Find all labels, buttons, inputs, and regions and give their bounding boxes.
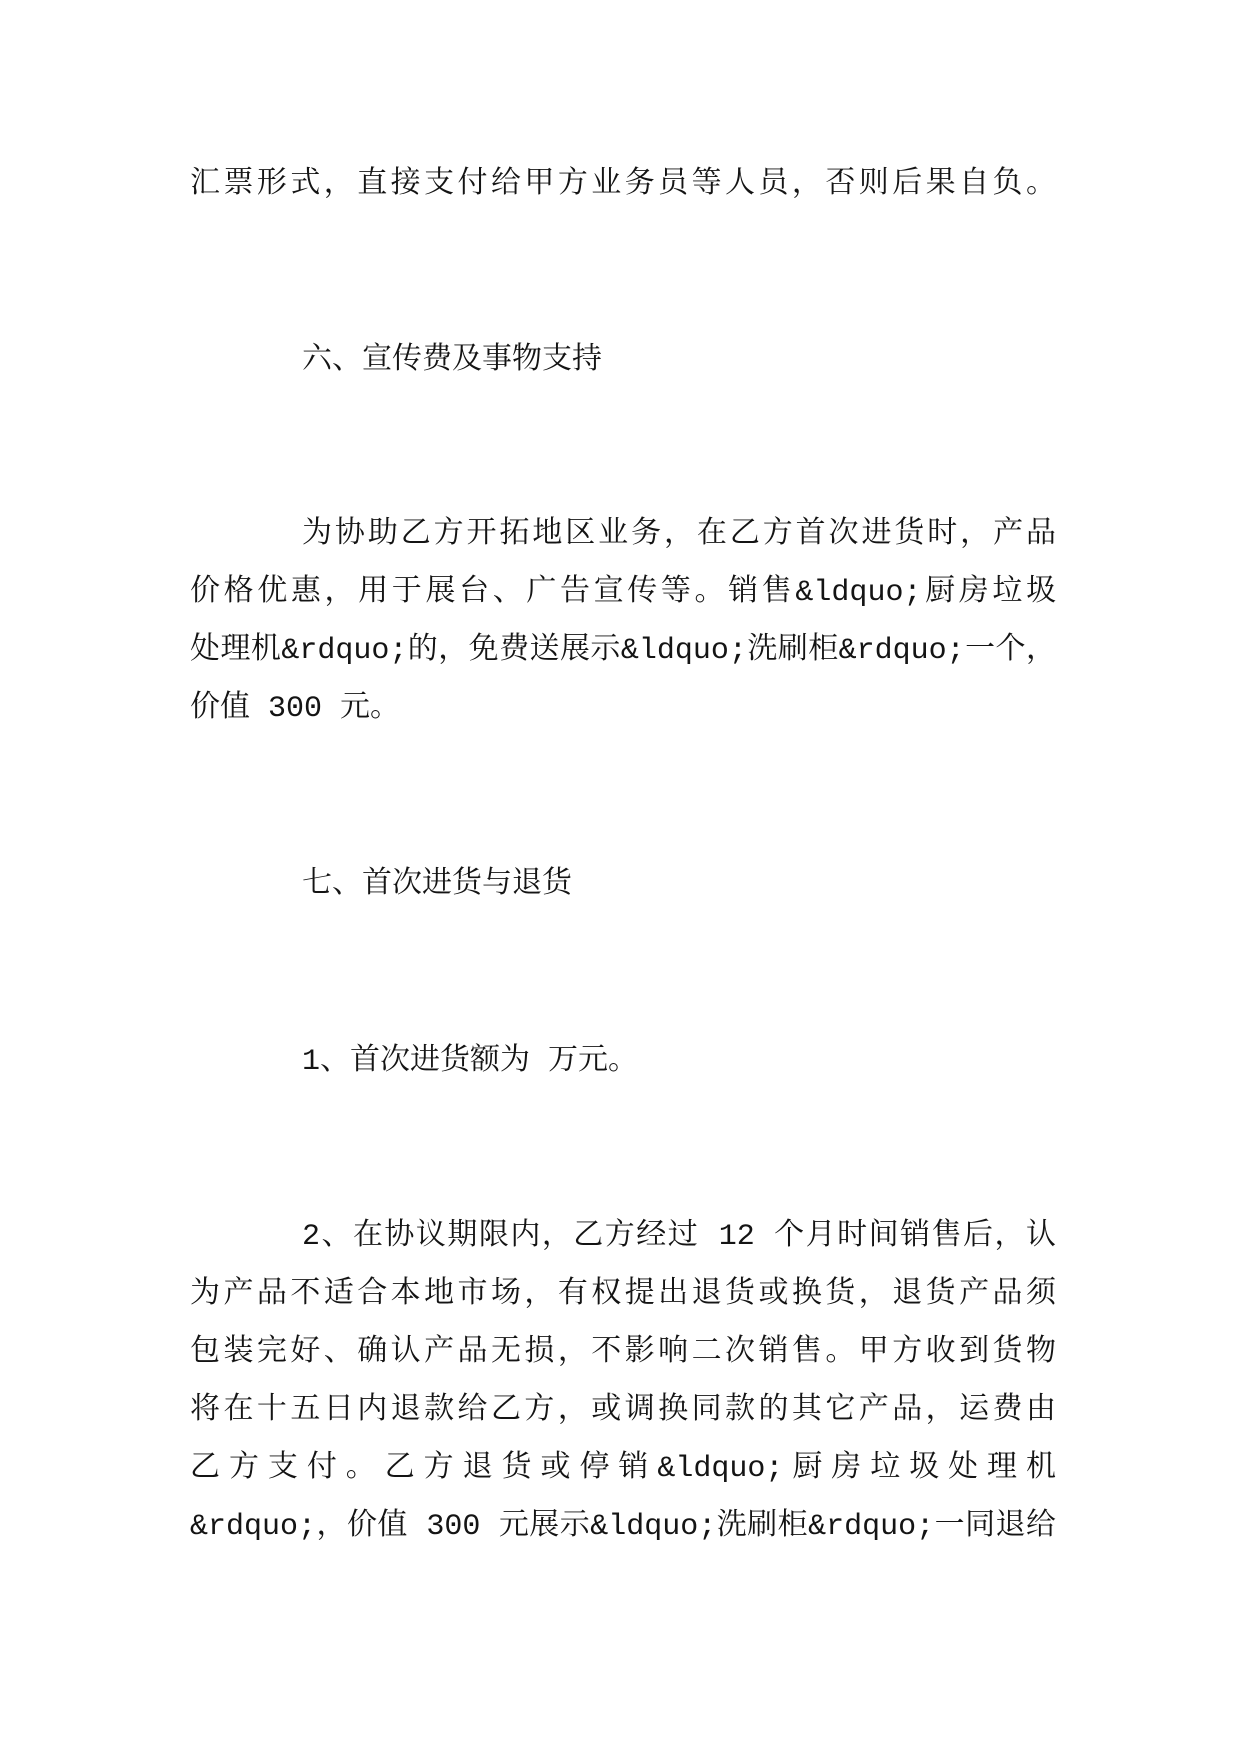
section-heading: 六、宣传费及事物支持: [302, 344, 602, 378]
paragraph-line: 价格优惠，用于展台、广告宣传等。销售&ldquo;厨房垃圾: [190, 576, 1056, 610]
paragraph-line: 为产品不适合本地市场，有权提出退货或换货，退货产品须: [190, 1278, 1056, 1312]
section-seven: [190, 856, 1056, 914]
section-seven-item-2: [190, 1208, 1056, 1556]
paragraph-line: 1、首次进货额为 万元。: [302, 1045, 639, 1079]
paragraph-line: 将在十五日内退款给乙方，或调换同款的其它产品，运费由: [190, 1394, 1056, 1428]
section-six: [190, 332, 1056, 390]
section-six-paragraph: [190, 506, 1056, 738]
section-heading: 七、首次进货与退货: [302, 868, 572, 902]
paragraph-line: 包装完好、确认产品无损，不影响二次销售。甲方收到货物: [190, 1336, 1056, 1370]
paragraph-line: 价值 300 元。: [190, 692, 401, 726]
paragraph-line: 处理机&rdquo;的，免费送展示&ldquo;洗刷柜&rdquo;一个，: [190, 634, 1056, 668]
section-seven-item-1: [190, 1033, 1056, 1091]
paragraph-line: 为协助乙方开拓地区业务，在乙方首次进货时，产品: [302, 518, 1056, 552]
paragraph-continuation: [190, 156, 1056, 214]
paragraph-line: &rdquo;，价值 300 元展示&ldquo;洗刷柜&rdquo;一同退给: [190, 1510, 1056, 1544]
paragraph-line: 乙方支付。乙方退货或停销&ldquo;厨房垃圾处理机: [190, 1452, 1056, 1486]
paragraph-line: 2、在协议期限内，乙方经过 12 个月时间销售后，认: [302, 1220, 1056, 1254]
paragraph-line: 汇票形式，直接支付给甲方业务员等人员，否则后果自负。: [190, 168, 1056, 202]
